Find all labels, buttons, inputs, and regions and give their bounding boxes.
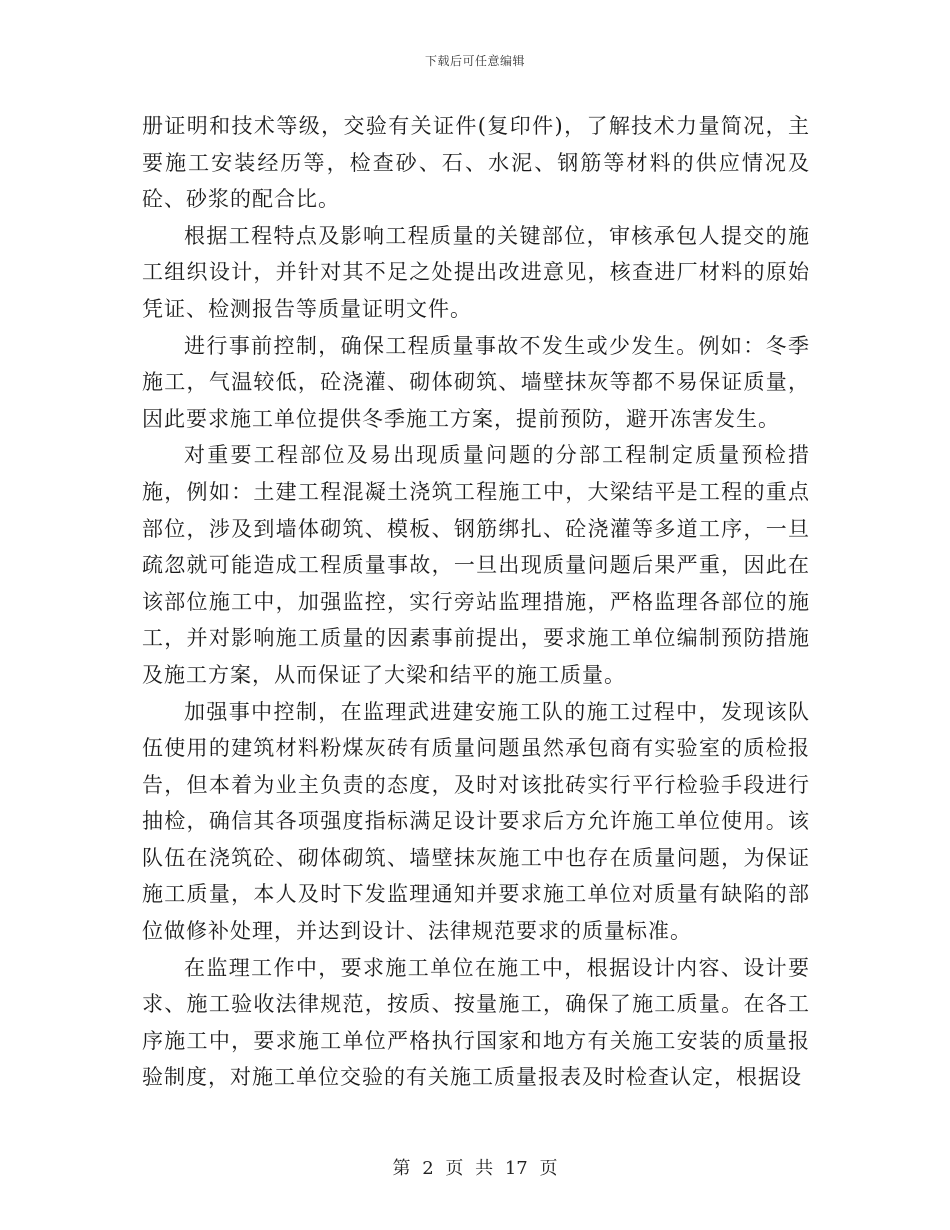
page-footer: 第 2 页 共 17 页 [392,1158,558,1179]
paragraph: 根据工程特点及影响工程质量的关键部位，审核承包人提交的施工组织设计，并针对其不足之处提出改进意见，核查进厂材料的原始凭证、检测报告等质量证明文件。 [142,223,810,321]
paragraph: 在监理工作中，要求施工单位在施工中，根据设计内容、设计要求、施工验收法律规范，按质、按量施工，确保了施工质量。在各工序施工中，要求施工单位严格执行国家和地方有关施工安装的质量报验制度，对施工单位交验的有关施工质量报表及时检查认定，根据设 [142,955,810,1090]
page-header: 下载后可任意编辑 [424,54,525,68]
paragraph: 对重要工程部位及易出现质量问题的分部工程制定质量预检措施，例如：土建工程混凝土浇筑工程施工中，大梁结平是工程的重点部位，涉及到墙体砌筑、模板、钢筋绑扎、砼浇灌等多道工序，一旦疏忽就可能造成工程质量事故，一旦出现质量问题后果严重，因此在该部位施工中，加强监控，实行旁站监理措施，严格监理各部位的施工，并对影响施工质量的因素事前提出，要求施工单位编制预防措施及施工方案，从而保证了大梁和结平的施工质量。 [142,443,810,687]
document-body [142,108,810,1096]
paragraph: 进行事前控制，确保工程质量事故不发生或少发生。例如：冬季施工，气温较低，砼浇灌、砌体砌筑、墙壁抹灰等都不易保证质量，因此要求施工单位提供冬季施工方案，提前预防，避开冻害发生。 [142,333,810,431]
paragraph: 加强事中控制，在监理武进建安施工队的施工过程中，发现该队伍使用的建筑材料粉煤灰砖有质量问题虽然承包商有实验室的质检报告，但本着为业主负责的态度，及时对该批砖实行平行检验手段进行抽检，确信其各项强度指标满足设计要求后方允许施工单位使用。该队伍在浇筑砼、砌体砌筑、墙壁抹灰施工中也存在质量问题，为保证施工质量，本人及时下发监理通知并要求施工单位对质量有缺陷的部位做修补处理，并达到设计、法律规范要求的质量标准。 [142,699,810,944]
paragraph: 册证明和技术等级，交验有关证件(复印件)，了解技术力量简况，主要施工安装经历等，检查砂、石、水泥、钢筋等材料的供应情况及砼、砂浆的配合比。 [142,114,810,212]
